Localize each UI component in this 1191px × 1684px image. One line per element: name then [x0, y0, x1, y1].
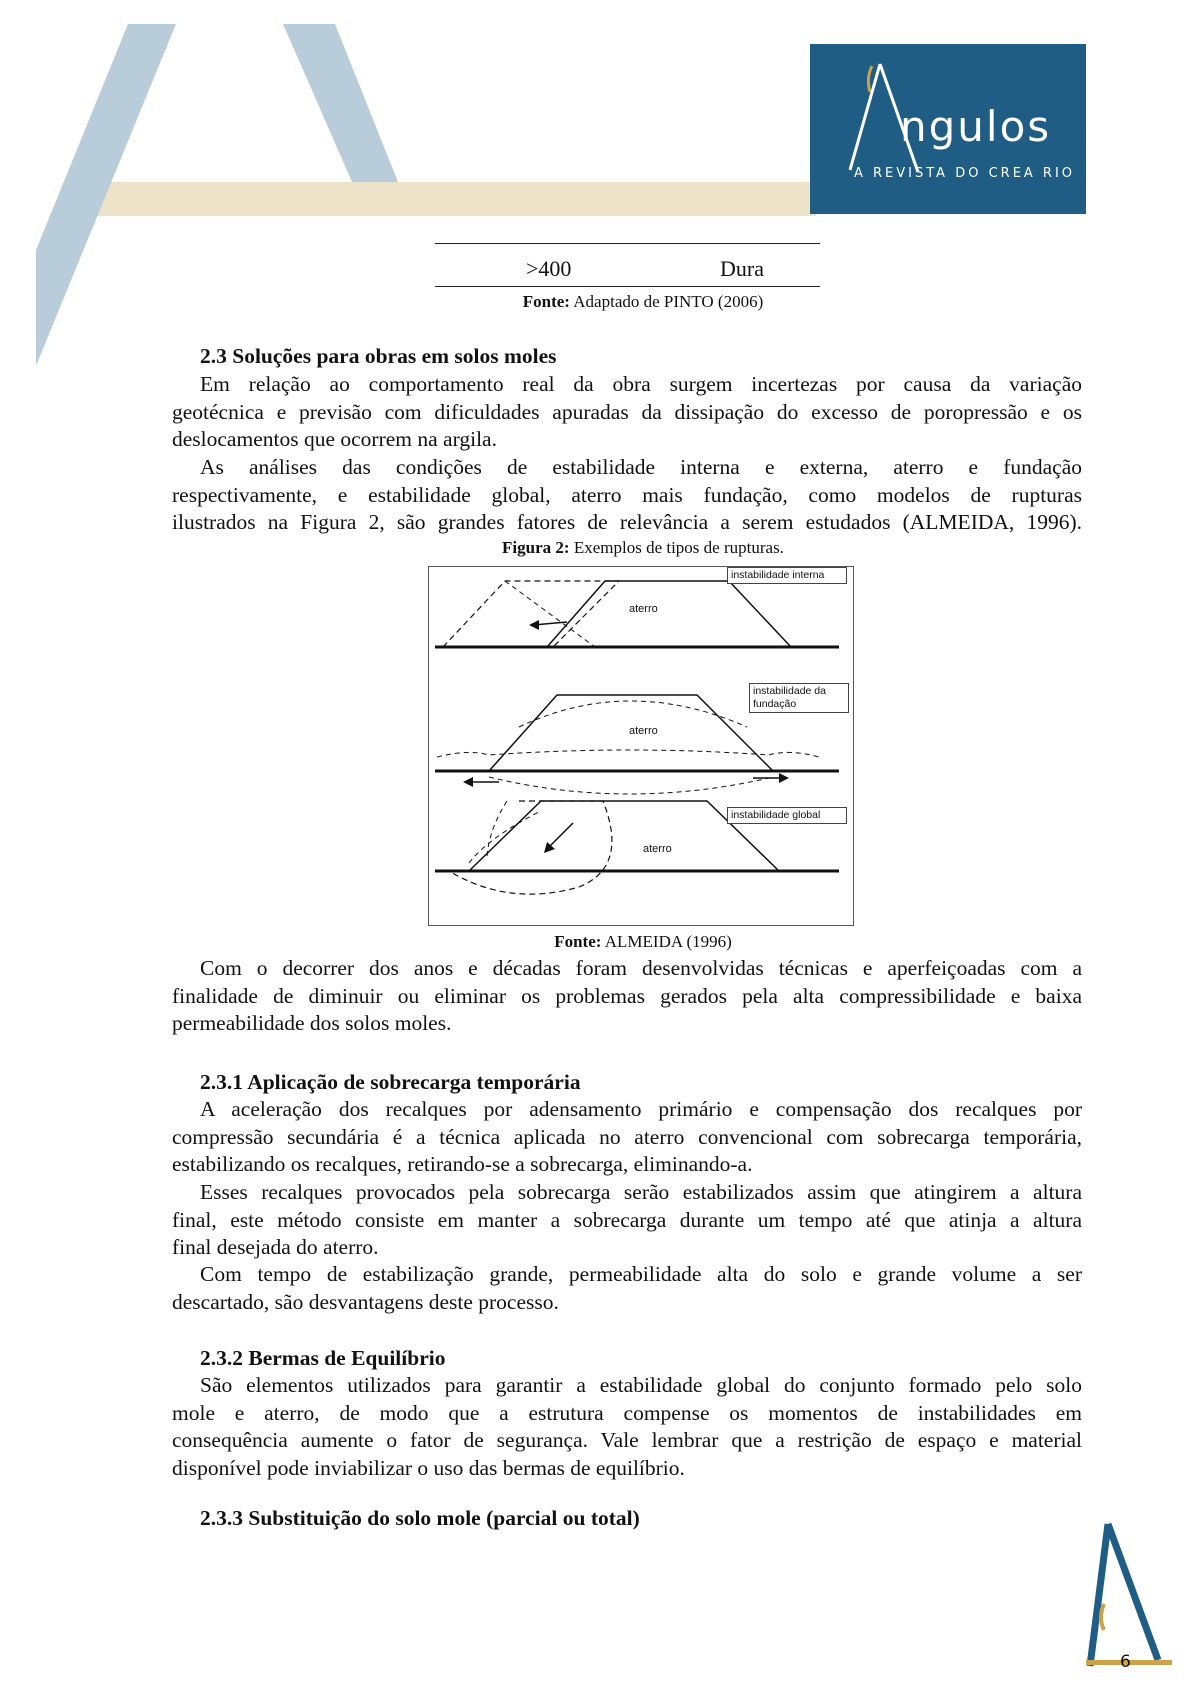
footer-lambda-icon: [1086, 1514, 1176, 1674]
text-line: Esses recalques provocados pela sobrecarga serão estabilizados assim que atingirem a altura: [200, 1180, 1082, 1204]
text-line: final, este método consiste em manter a sobrecarga durante um tempo até que atinja a altura: [172, 1207, 1082, 1232]
fill-label-1: aterro: [629, 603, 658, 615]
table-cell-value: >400: [526, 256, 572, 281]
paragraph-2-3-1-a: [172, 1096, 1082, 1179]
table-bottom-rule: [435, 286, 820, 287]
page-number: 6: [1120, 1652, 1131, 1672]
text-line: Com o decorrer dos anos e décadas foram desenvolvidas técnicas e aperfeiçoadas com a: [200, 956, 1082, 980]
figure-source-text: ALMEIDA (1996): [601, 932, 732, 951]
figure-source-label: Fonte:: [554, 932, 602, 951]
heading-2-3-1: 2.3.1 Aplicação de sobrecarga temporária: [200, 1070, 581, 1094]
fill-label-2: aterro: [629, 725, 658, 737]
table-source-text: Adaptado de PINTO (2006): [569, 292, 764, 311]
text-line: disponível pode inviabilizar o uso das bermas de equilíbrio.: [172, 1455, 685, 1480]
text-line: descartado, são desvantagens deste processo.: [172, 1289, 559, 1314]
text-line: permeabilidade dos solos moles.: [172, 1011, 452, 1036]
text-line: mole e aterro, de modo que a estrutura compense os momentos de instabilidades em: [172, 1400, 1082, 1425]
table-cell-class: Dura: [720, 256, 764, 281]
text-line: finalidade de diminuir ou eliminar os problemas gerados pela alta compressibilidade e baixa: [172, 983, 1082, 1008]
heading-2-3-2: 2.3.2 Bermas de Equilíbrio: [200, 1346, 446, 1370]
logo-wordmark: ngulos: [900, 102, 1052, 151]
text-line: Em relação ao comportamento real da obra surgem incertezas por causa da variação: [200, 372, 1082, 396]
text-line: deslocamentos que ocorrem na argila.: [172, 427, 497, 452]
text-line: A aceleração dos recalques por adensamento primário e compensação dos recalques por: [200, 1097, 1082, 1121]
heading-2-3-3: 2.3.3 Substituição do solo mole (parcial ou total): [200, 1506, 640, 1530]
figure-caption-label: Figura 2:: [502, 538, 570, 557]
logo-tagline: A REVISTA DO CREA RIO: [854, 166, 1076, 181]
figure-caption-text: Exemplos de tipos de rupturas.: [569, 538, 784, 557]
label-internal-instability: instabilidade interna: [727, 567, 847, 584]
text-line: final desejada do aterro.: [172, 1235, 379, 1260]
fill-label-3: aterro: [643, 843, 672, 855]
label-foundation-line1: instabilidade da: [753, 685, 826, 697]
table-source-label: Fonte:: [522, 292, 570, 311]
figure-source: [343, 932, 943, 952]
label-foundation-line2: fundação: [753, 698, 797, 710]
paragraph-2-3-1-b: [172, 1179, 1082, 1262]
text-line: consequência aumente o fator de segurança. Vale lembrar que a restrição de espaço e material: [172, 1428, 1082, 1453]
paragraph-2-3-a: [172, 371, 1082, 454]
paragraph-2-3-1-c: [172, 1261, 1082, 1316]
paragraph-2-3-b: [172, 454, 1082, 537]
text-line: compressão secundária é a técnica aplicada no aterro convencional com sobrecarga temporária,: [172, 1124, 1082, 1149]
text-line: ilustrados na Figura 2, são grandes fatores de relevância a serem estudados (ALMEIDA, 1996).: [172, 510, 1082, 535]
label-foundation-instability: [749, 683, 849, 713]
rupture-types-figure: [428, 566, 854, 926]
heading-2-3: 2.3 Soluções para obras em solos moles: [200, 344, 557, 368]
label-global-instability: instabilidade global: [727, 807, 847, 824]
text-line: Com tempo de estabilização grande, permeabilidade alta do solo e grande volume a ser: [200, 1262, 1082, 1286]
rupture-diagram: [429, 567, 853, 925]
text-line: estabilizando os recalques, retirando-se a sobrecarga, eliminando-a.: [172, 1152, 753, 1177]
paragraph-2-3-2: [172, 1372, 1082, 1482]
text-line: respectivamente, e estabilidade global, aterro mais fundação, como modelos de rupturas: [172, 482, 1082, 507]
text-line: geotécnica e previsão com dificuldades apuradas da dissipação do excesso de poropressão e os: [172, 399, 1082, 424]
table-top-rule: [435, 243, 820, 244]
text-line: As análises das condições de estabilidade interna e externa, aterro e fundação: [200, 455, 1082, 479]
paragraph-after-figure: [172, 955, 1082, 1038]
figure-caption: [343, 538, 943, 558]
angulos-logo: [810, 44, 1086, 214]
text-line: São elementos utilizados para garantir a estabilidade global do conjunto formado pelo solo: [200, 1373, 1082, 1397]
table-source: [343, 292, 943, 312]
